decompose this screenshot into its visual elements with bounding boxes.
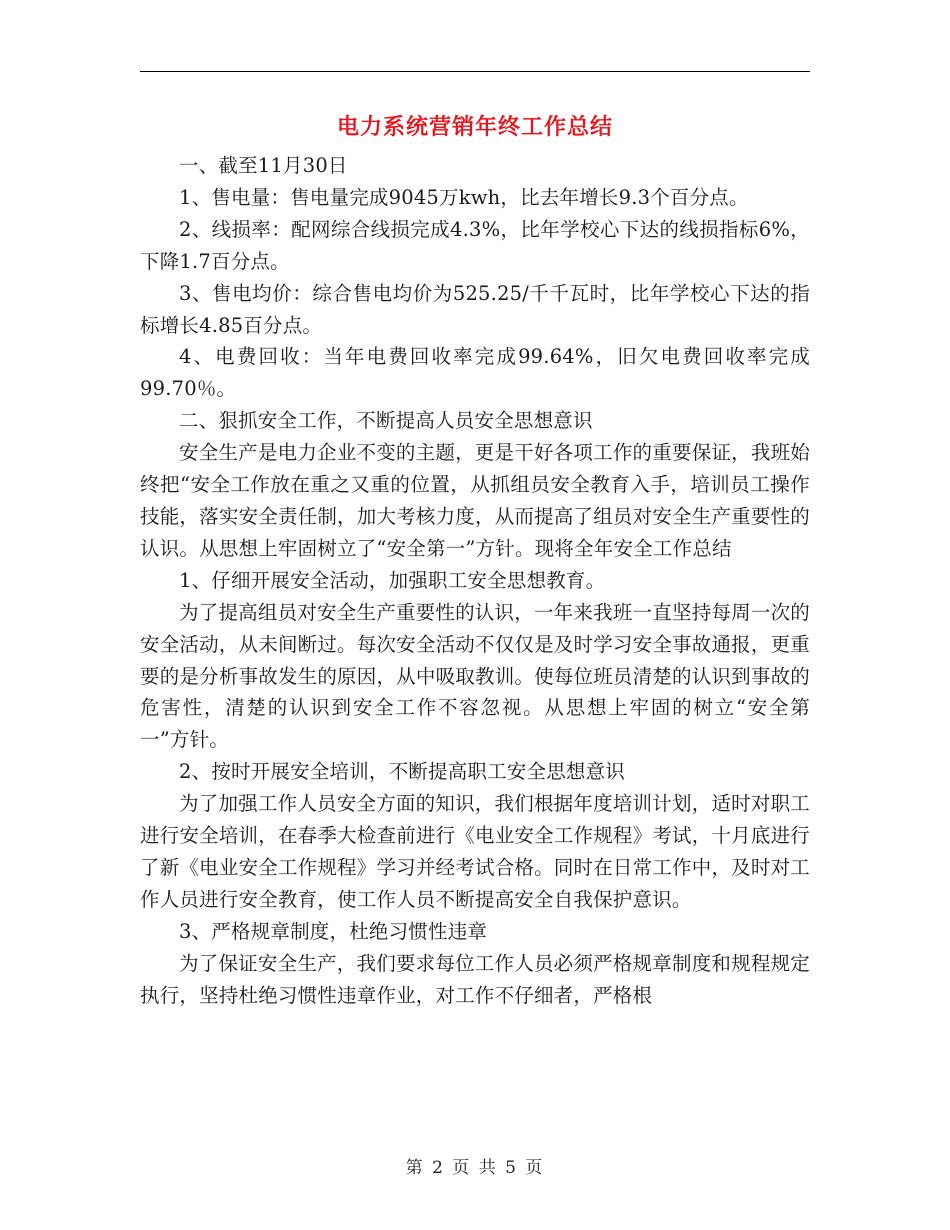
paragraph: 一、截至11月30日	[179, 154, 348, 177]
document-body	[140, 150, 810, 1011]
paragraph: 二、狠抓安全工作，不断提高人员安全思想意识	[179, 409, 593, 433]
document-title: 电力系统营销年终工作总结	[336, 114, 613, 140]
paragraph: 为了提高组员对安全生产重要性的认识，一年来我班一直坚持每周一次的安全活动，从未间断过。每次安全活动不仅仅是及时学习安全事故通报，更重要的是分析事故发生的原因，从中吸取教训。使每位班员清楚的认识到事故的危害性，清楚的认识到安全工作不容忽视。从思想上牢固的树立“安全第一”方针。	[140, 600, 810, 752]
paragraph: 3、售电均价：综合售电均价为525.25/千千瓦时，比年学校心下达的指标增长4.85百分点。	[140, 281, 810, 337]
paragraph: 3、严格规章制度，杜绝习惯性违章	[179, 919, 488, 943]
paragraph: 1、仔细开展安全活动，加强职工安全思想教育。	[179, 568, 606, 592]
paragraph: 2、按时开展安全培训，不断提高职工安全思想意识	[179, 760, 626, 784]
header-rule	[140, 71, 810, 72]
paragraph: 安全生产是电力企业不变的主题，更是干好各项工作的重要保证，我班始终把“安全工作放在重之又重的位置，从抓组员安全教育入手，培训员工操作技能，落实安全责任制，加大考核力度，从而提高了组员对安全生产重要性的认识。从思想上牢固树立了“安全第一”方针。现将全年安全工作总结	[140, 441, 810, 560]
paragraph: 为了保证安全生产，我们要求每位工作人员必须严格规章制度和规程规定执行，坚持杜绝习惯性违章作业，对工作不仔细者，严格根	[140, 951, 810, 1007]
paragraph: 2、线损率：配网综合线损完成4.3%，比年学校心下达的线损指标6%，下降1.7百分点。	[140, 217, 810, 273]
paragraph: 为了加强工作人员安全方面的知识，我们根据年度培训计划，适时对职工进行安全培训，在春季大检查前进行《电业安全工作规程》考试，十月底进行了新《电业安全工作规程》学习并经考试合格。同时在日常工作中，及时对工作人员进行安全教育，使工作人员不断提高安全自我保护意识。	[140, 792, 810, 911]
paragraph: 4、电费回收：当年电费回收率完成99.64%，旧欠电费回收率完成99.70％。	[140, 345, 810, 401]
paragraph: 1、售电量：售电量完成9045万kwh，比去年增长9.3个百分点。	[179, 185, 749, 209]
page-number: 第 2 页 共 5 页	[405, 1158, 545, 1178]
